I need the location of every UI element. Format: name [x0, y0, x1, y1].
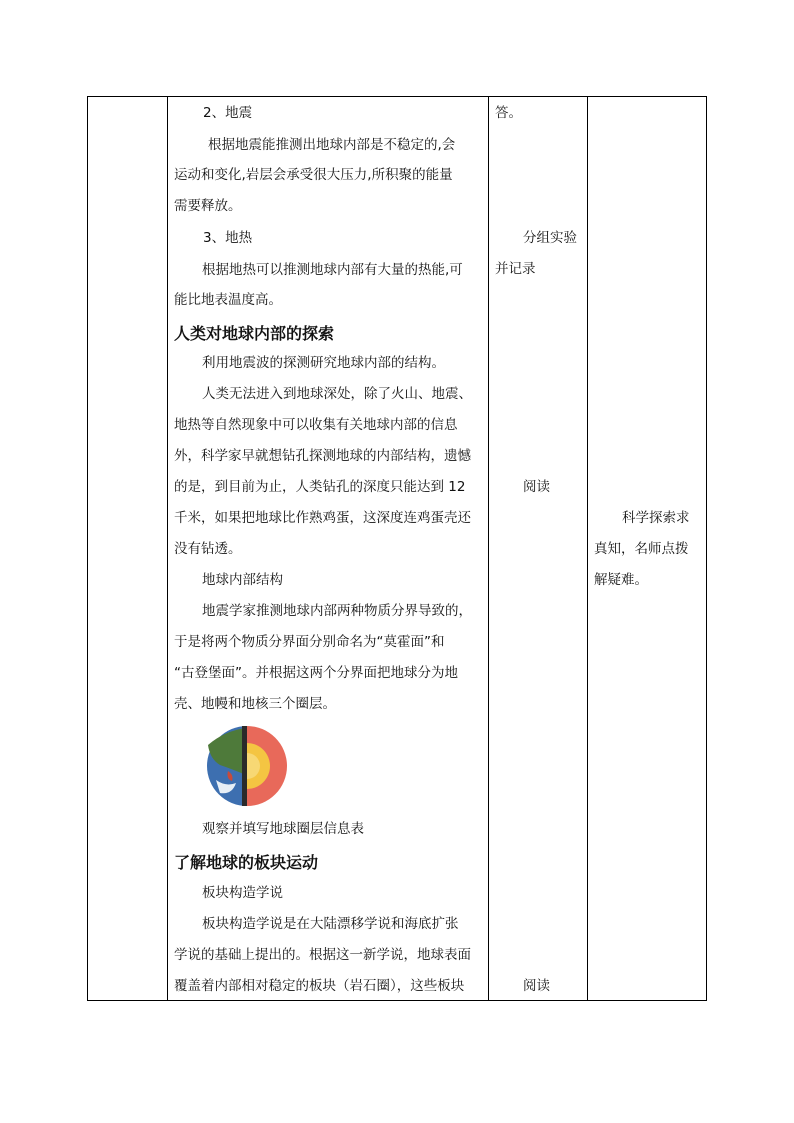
earthquake-line: 根据地震能推测出地球内部是不稳定的,会 — [208, 137, 456, 153]
explore-intro: 利用地震波的探测研究地球内部的结构。 — [202, 355, 445, 371]
lesson-table — [87, 96, 707, 1001]
explore-line: 外，科学家早就想钻孔探测地球的内部结构，遗憾 — [174, 448, 471, 464]
earthquake-line: 运动和变化,岩层会承受很大压力,所积聚的能量 — [174, 167, 453, 183]
structure-line: “古登堡面”。并根据这两个分界面把地球分为地 — [174, 665, 458, 681]
intent-line: 解疑难。 — [594, 572, 648, 588]
design-intent-column — [588, 97, 706, 1000]
explore-line: 的是，到目前为止，人类钻孔的深度只能达到 12 — [174, 479, 466, 495]
plate-line: 板块构造学说是在大陆漂移学说和海底扩张 — [202, 916, 459, 932]
heat-line: 能比地表温度高。 — [174, 292, 282, 308]
intent-line: 科学探索求 — [622, 510, 690, 526]
group-experiment: 并记录 — [495, 261, 536, 277]
heat-line: 根据地热可以推测地球内部有大量的热能,可 — [202, 262, 463, 278]
crust-edge — [242, 726, 247, 806]
explore-line: 人类无法进入到地球深处，除了火山、地震、 — [202, 386, 472, 402]
explore-line: 没有钻透。 — [174, 541, 242, 557]
structure-title: 地球内部结构 — [202, 572, 283, 588]
empty-column — [88, 97, 167, 1000]
structure-line: 地震学家推测地球内部两种物质分界导致的， — [202, 603, 472, 619]
structure-line: 壳、地幔和地核三个圈层。 — [174, 696, 336, 712]
earthquake-title: 2、地震 — [203, 105, 253, 121]
earthquake-line: 需要释放。 — [174, 198, 242, 214]
explore-line: 地热等自然现象中可以收集有关地球内部的信息 — [174, 417, 458, 433]
plate-title: 板块构造学说 — [202, 885, 283, 901]
group-experiment: 分组实验 — [523, 230, 577, 246]
plate-line: 学说的基础上提出的。根据这一新学说，地球表面 — [174, 947, 471, 963]
heat-title: 3、地热 — [203, 230, 253, 246]
student-activity-column — [489, 97, 587, 1000]
earth-structure-diagram — [206, 725, 288, 807]
column-divider — [167, 97, 168, 1000]
explore-line: 千米，如果把地球比作熟鸡蛋，这深度连鸡蛋壳还 — [174, 510, 471, 526]
read-label: 阅读 — [523, 479, 550, 495]
plate-heading: 了解地球的板块运动 — [174, 853, 319, 872]
read-label: 阅读 — [523, 978, 550, 994]
structure-line: 于是将两个物质分界面分别命名为“莫霍面”和 — [174, 634, 445, 650]
observe-text: 观察并填写地球圈层信息表 — [202, 821, 364, 837]
answer-text: 答。 — [495, 105, 522, 121]
plate-line: 覆盖着内部相对稳定的板块（岩石圈），这些板块 — [174, 978, 465, 994]
intent-line: 真知，名师点拨 — [594, 541, 689, 557]
explore-heading: 人类对地球内部的探索 — [174, 324, 335, 343]
